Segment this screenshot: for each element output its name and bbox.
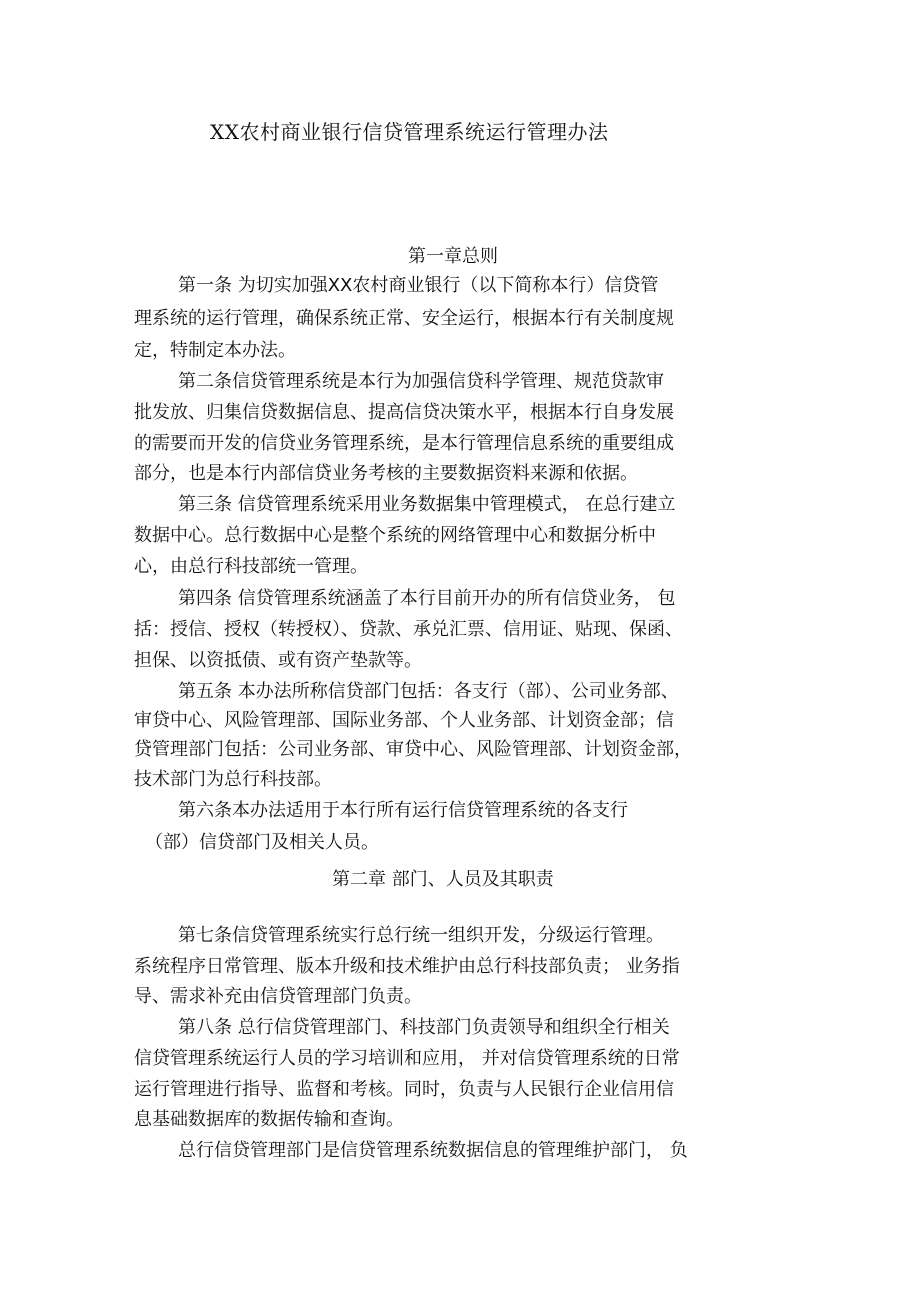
paragraph-line: 担保、以资抵债、或有资产垫款等。: [134, 650, 422, 671]
document-title: XX农村商业银行信贷管理系统运行管理办法: [210, 120, 609, 144]
paragraph-line: 数据中心。总行数据中心是整个系统的网络管理中心和数据分析中: [134, 525, 656, 546]
paragraph-line: 信贷管理系统运行人员的学习培训和应用， 并对信贷管理系统的日常: [134, 1048, 680, 1069]
paragraph-line: 第三条 信贷管理系统采用业务数据集中管理模式， 在总行建立: [178, 494, 676, 515]
paragraph-line: 第一条 为切实加强XX农村商业银行（以下简称本行）信贷管: [178, 275, 659, 296]
paragraph-line: 第七条信贷管理系统实行总行统一组织开发，分级运行管理。: [178, 925, 664, 946]
paragraph-line: 第五条 本办法所称信贷部门包括：各支行（部）、公司业务部、: [178, 681, 679, 702]
paragraph-line: 运行管理进行指导、监督和考核。同时，负责与人民银行企业信用信: [134, 1079, 674, 1100]
paragraph-line: 第八条 总行信贷管理部门、科技部门负责领导和组织全行相关: [178, 1017, 670, 1038]
chapter-1-heading: 第一章总则: [408, 246, 498, 267]
paragraph-line: 息基础数据库的数据传输和查询。: [134, 1109, 404, 1130]
paragraph-line: 审贷中心、风险管理部、国际业务部、个人业务部、计划资金部；信: [134, 710, 674, 731]
paragraph-line: 理系统的运行管理，确保系统正常、安全运行，根据本行有关制度规: [134, 308, 674, 329]
paragraph-line: （部）信贷部门及相关人员。: [145, 832, 379, 853]
paragraph-line: 技术部门为总行科技部。: [134, 769, 332, 790]
paragraph-line: 心，由总行科技部统一管理。: [134, 556, 368, 577]
paragraph-line: 定，特制定本办法。: [134, 340, 296, 361]
paragraph-line: 第二条信贷管理系统是本行为加强信贷科学管理、规范贷款审: [178, 371, 664, 392]
paragraph-line: 的需要而开发的信贷业务管理系统，是本行管理信息系统的重要组成: [134, 433, 674, 454]
paragraph-line: 导、需求补充由信贷管理部门负责。: [134, 986, 422, 1007]
paragraph-line: 批发放、归集信贷数据信息、提高信贷决策水平，根据本行自身发展: [134, 402, 674, 423]
paragraph-line: 部分，也是本行内部信贷业务考核的主要数据资料来源和依据。: [134, 463, 638, 484]
paragraph-line: 贷管理部门包括：公司业务部、审贷中心、风险管理部、计划资金部，: [134, 739, 692, 760]
paragraph-line: 系统程序日常管理、版本升级和技术维护由总行科技部负责； 业务指: [134, 956, 680, 977]
chapter-2-heading: 第二章 部门、人员及其职责: [332, 869, 554, 890]
paragraph-line: 括：授信、授权（转授权）、贷款、承兑汇票、信用证、贴现、保函、: [134, 619, 683, 640]
paragraph-line: 第四条 信贷管理系统涵盖了本行目前开办的所有信贷业务， 包: [178, 588, 676, 609]
paragraph-line: 第六条本办法适用于本行所有运行信贷管理系统的各支行: [178, 800, 628, 821]
paragraph-line: 总行信贷管理部门是信贷管理系统数据信息的管理维护部门， 负: [178, 1140, 688, 1161]
